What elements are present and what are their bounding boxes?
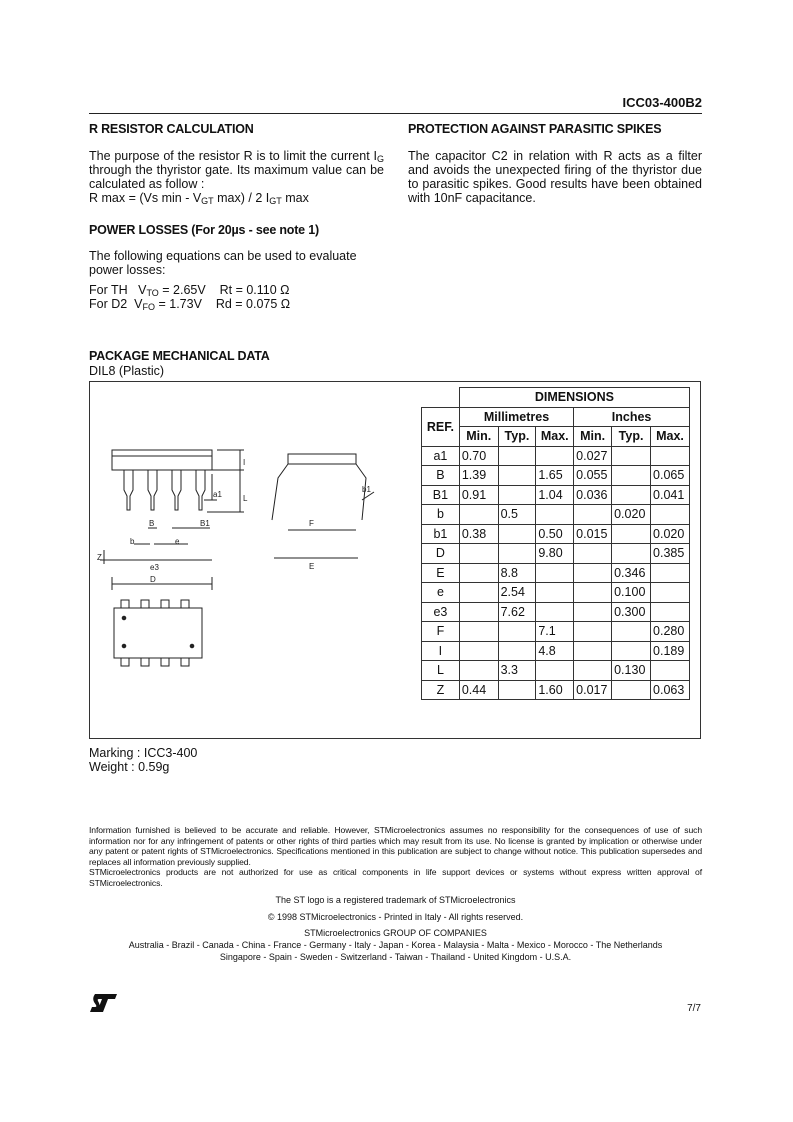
value-cell: 0.055 [574,466,612,486]
value-cell [574,563,612,583]
value-cell: 0.015 [574,524,612,544]
value-cell: 2.54 [498,583,536,603]
value-cell [651,602,690,622]
resistor-text: The purpose of the resistor R is to limit the current $I_G$ through the thyristor gate. Its maximum value can be calculated as follow : [89,149,384,191]
label-b: b [130,537,135,546]
table-row [422,680,690,700]
side-view-body [288,454,356,464]
value-cell: 0.020 [612,505,651,525]
st-logo [90,993,118,1013]
table-row [422,466,690,486]
ref-cell: B [422,466,460,486]
resistor-title: R RESISTOR CALCULATION [89,122,254,136]
value-cell [574,544,612,564]
ref-cell: L [422,661,460,681]
front-view-body [112,450,212,470]
document-id: ICC03-400B2 [622,95,702,110]
value-cell: 0.020 [651,524,690,544]
table-row [422,622,690,642]
label-D: D [150,575,156,584]
table-row [422,505,690,525]
value-cell [459,622,498,642]
marking: Marking : ICC3-400 [89,746,198,760]
countries-1: Australia - Brazil - Canada - China - France - Germany - Italy - Japan - Korea - Malaysia - Malta - Mexico - Morocco - The Netherlands [128,940,663,950]
ref-cell: F [422,622,460,642]
ref-cell: a1 [422,446,460,466]
table-row [422,602,690,622]
trademark: The ST logo is a registered trademark of STMicroelectronics [275,895,516,905]
dimensions-header: DIMENSIONS [459,388,689,408]
table-row [422,544,690,564]
ref-cell: B1 [422,485,460,505]
value-cell: 0.017 [574,680,612,700]
value-cell: 0.91 [459,485,498,505]
value-cell: 1.04 [536,485,574,505]
power-title: POWER LOSSES (For 20µs - see note 1) [89,223,319,237]
table-row [422,641,690,661]
ref-header: REF. [422,407,460,446]
table-row [422,563,690,583]
value-cell [612,485,651,505]
label-a1: a1 [213,490,222,499]
value-cell: 3.3 [498,661,536,681]
table-row [422,485,690,505]
value-cell: 7.62 [498,602,536,622]
table-row [422,524,690,544]
value-cell [651,446,690,466]
label-Z: Z [97,553,102,562]
value-cell: 0.44 [459,680,498,700]
value-cell [574,583,612,603]
group: STMicroelectronics GROUP OF COMPANIES [304,928,487,938]
value-cell [574,602,612,622]
disclaimer-1: Information furnished is believed to be accurate and reliable. However, STMicroelectronics assumes no responsibility for the consequences of use of such information nor for any infringement of patents or other rights of third parties which may result from its use. No license is granted by implication or otherwise under any patent or patent rights of STMicroelectronics. Specifications mentioned in this publication are subject to change without notice. This publication supersedes and replaces all information previously supplied. [89,825,702,867]
package-title: PACKAGE MECHANICAL DATA [89,349,270,363]
value-cell: 7.1 [536,622,574,642]
table-row [422,583,690,603]
value-cell: 0.036 [574,485,612,505]
value-cell: 9.80 [536,544,574,564]
value-cell [459,602,498,622]
value-cell: 1.39 [459,466,498,486]
value-cell [459,505,498,525]
value-cell [651,583,690,603]
ref-cell: e [422,583,460,603]
label-L: L [243,494,248,503]
copyright: © 1998 STMicroelectronics - Printed in Italy - All rights reserved. [267,912,524,922]
value-cell [498,446,536,466]
value-cell: 0.065 [651,466,690,486]
ref-cell: e3 [422,602,460,622]
value-cell [536,602,574,622]
value-cell [536,446,574,466]
countries-2: Singapore - Spain - Sweden - Switzerland - Taiwan - Thailand - United Kingdom - U.S.A. [219,952,572,962]
value-cell [574,622,612,642]
value-cell [459,661,498,681]
value-cell: 0.063 [651,680,690,700]
value-cell: 8.8 [498,563,536,583]
value-cell: 0.385 [651,544,690,564]
value-cell: 0.041 [651,485,690,505]
value-cell [498,524,536,544]
label-e3: e3 [150,563,159,572]
header-rule [89,113,702,114]
value-cell [536,583,574,603]
table-row [422,446,690,466]
mm-header: Millimetres [459,407,573,427]
ref-cell: Z [422,680,460,700]
value-cell [498,466,536,486]
value-cell [574,641,612,661]
value-cell [612,622,651,642]
value-cell: 0.346 [612,563,651,583]
label-e: e [175,537,180,546]
ref-cell: I [422,641,460,661]
ref-cell: b [422,505,460,525]
value-cell [498,680,536,700]
value-cell: 0.38 [459,524,498,544]
value-cell [536,563,574,583]
label-B1: B1 [200,519,210,528]
top-view-pins [121,600,189,666]
value-cell [651,661,690,681]
ref-cell: E [422,563,460,583]
value-cell: 0.70 [459,446,498,466]
label-I: I [243,458,246,467]
value-cell [498,544,536,564]
sub-header-row: Min. Typ. Max. Min. Typ. Max. [422,427,690,447]
value-cell [498,485,536,505]
value-cell: 0.5 [498,505,536,525]
page-number: 7/7 [687,1003,701,1014]
value-cell: 1.60 [536,680,574,700]
package-subtitle: DIL8 (Plastic) [89,364,165,378]
value-cell [459,563,498,583]
label-E: E [309,562,315,571]
resistor-formula: R max = (Vs min - $V_{GT}$ max) / 2 $I_{GT}$ max [89,191,309,206]
value-cell: 0.189 [651,641,690,661]
power-text: The following equations can be used to evaluate power losses: [89,249,357,277]
inch-header: Inches [574,407,690,427]
value-cell [459,583,498,603]
power-th-line: For TH $V_{TO} = 2.65V$ Rt = 0.110 Ω [89,283,290,298]
value-cell: 0.280 [651,622,690,642]
table-row [422,661,690,681]
value-cell [459,641,498,661]
value-cell: 1.65 [536,466,574,486]
value-cell [612,466,651,486]
label-b1: b1 [362,485,371,494]
value-cell [612,680,651,700]
front-view-legs [124,470,205,510]
value-cell [536,505,574,525]
value-cell [612,524,651,544]
ref-cell: b1 [422,524,460,544]
value-cell [536,661,574,681]
value-cell: 0.300 [612,602,651,622]
value-cell: 0.100 [612,583,651,603]
weight: Weight : 0.59g [89,760,170,774]
ref-cell: D [422,544,460,564]
value-cell [459,544,498,564]
label-F: F [309,519,314,528]
disclaimer-2: STMicroelectronics products are not authorized for use as critical components in life support devices or systems without express written approval of STMicroelectronics. [89,867,702,888]
value-cell [612,641,651,661]
dimensions-table [421,387,690,700]
value-cell [498,622,536,642]
value-cell: 0.130 [612,661,651,681]
package-drawing [92,440,412,680]
value-cell [651,505,690,525]
label-B: B [149,519,155,528]
value-cell: 4.8 [536,641,574,661]
protection-title: PROTECTION AGAINST PARASITIC SPIKES [408,122,662,136]
value-cell: 0.50 [536,524,574,544]
value-cell: 0.027 [574,446,612,466]
value-cell [574,661,612,681]
protection-text: The capacitor C2 in relation with R acts as a filter and avoids the unexpected firing of the thyristor due to parasitic spikes. Good results have been obtained with 10nF capacitance. [408,149,702,205]
value-cell [498,641,536,661]
top-view-body [114,608,202,658]
dimensions-body [422,446,690,700]
value-cell [612,544,651,564]
value-cell [651,563,690,583]
value-cell [612,446,651,466]
power-d2-line: For D2 $V_{FO} = 1.73V$ Rd = 0.075 Ω [89,297,291,312]
value-cell [574,505,612,525]
